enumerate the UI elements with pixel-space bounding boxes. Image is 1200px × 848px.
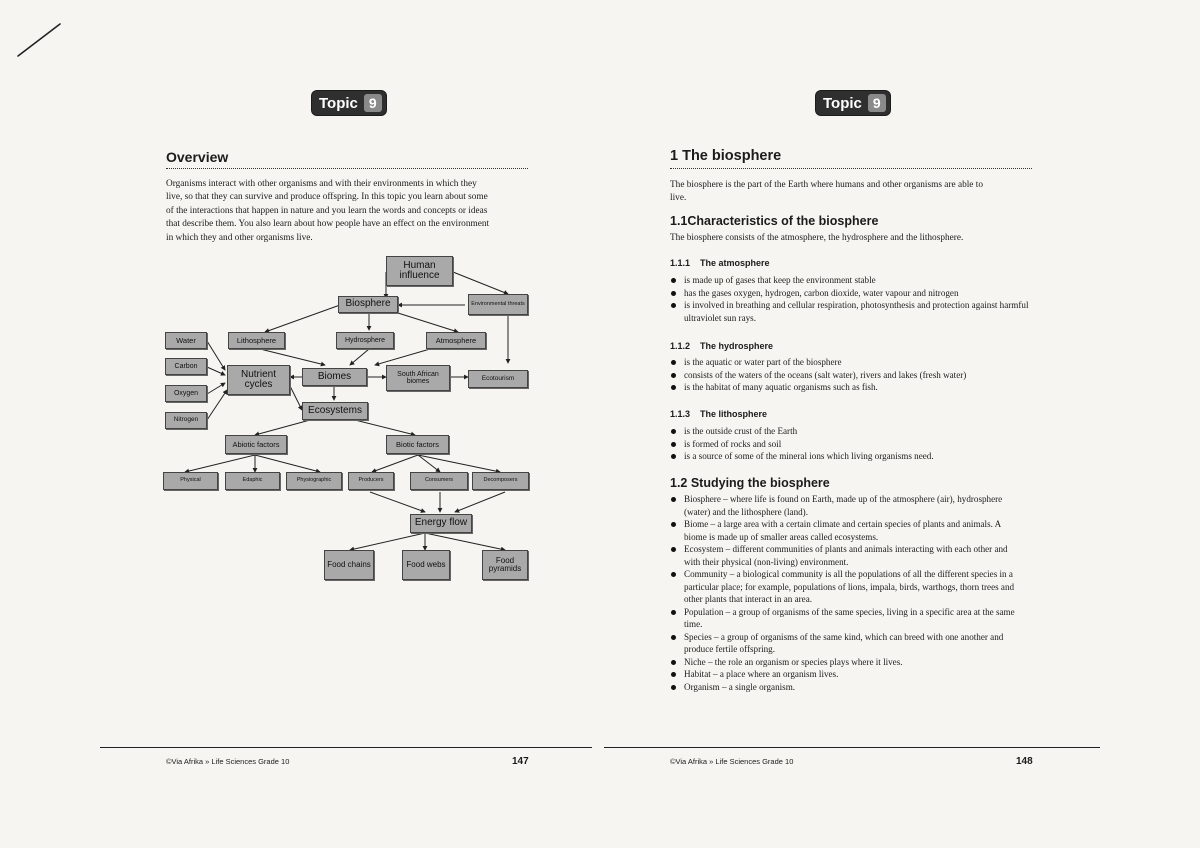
section-title: 1 The biosphere: [670, 148, 782, 164]
list-item: Biome – a large area with a certain climate and certain species of plants and animals. A biome is made up of smaller areas called ecosystems.: [670, 518, 1020, 543]
node-energy-flow: Energy flow: [410, 514, 472, 533]
pen-mark: [14, 18, 74, 58]
list-item: Organism – a single organism.: [670, 681, 1020, 694]
node-hydrosphere: Hydrosphere: [336, 332, 394, 349]
list-atmosphere: [670, 274, 1030, 324]
footer-rule: [604, 747, 1100, 748]
section-rule: [670, 168, 1032, 169]
overview-rule: [166, 168, 528, 169]
right-page: [600, 0, 1200, 848]
intro-line: live.: [670, 193, 687, 204]
heading-1-1-1: [670, 258, 770, 268]
node-biomes: Biomes: [302, 368, 367, 386]
overview-line: Organisms interact with other organisms and with their environments in which they: [166, 179, 477, 189]
heading-number: 1.1.2: [670, 341, 691, 351]
list-item: Biosphere – where life is found on Earth, made up of the atmosphere (air), hydrosphere (water) and the lithosphere (land).: [670, 493, 1020, 518]
node-environmental-threats: Environmental threats: [468, 294, 528, 315]
topic-badge: [816, 91, 890, 115]
topic-number: 9: [364, 94, 382, 112]
footer-copyright: ©Via Afrika » Life Sciences Grade 10: [166, 757, 290, 766]
list-item: is formed of rocks and soil: [670, 438, 1030, 451]
list-item: consists of the waters of the oceans (salt water), rivers and lakes (fresh water): [670, 369, 1030, 382]
list-hydrosphere: [670, 356, 1030, 394]
list-item: is a source of some of the mineral ions which living organisms need.: [670, 450, 1030, 463]
list-item: Habitat – a place where an organism lives.: [670, 668, 1020, 681]
overview-line: live, so that they can survive and produce offspring. In this topic you learn about some: [166, 192, 488, 203]
overview-line: of the interactions that happen in nature and you learn the words and concepts or ideas: [166, 205, 488, 216]
heading-1-1: 1.1Characteristics of the biosphere: [670, 214, 879, 228]
node-consumers: Consumers: [410, 472, 468, 490]
node-abiotic-factors: Abiotic factors: [225, 435, 287, 454]
footer-rule: [100, 747, 592, 748]
node-physiographic: Physiographic: [286, 472, 342, 490]
footer-copyright: ©Via Afrika » Life Sciences Grade 10: [670, 757, 794, 766]
list-item: Community – a biological community is all the populations of all the different species in a particular place; for example, populations of lions, impala, birds, warthogs, thorn trees and other plants that interact in an area.: [670, 568, 1020, 606]
node-biosphere: Biosphere: [338, 296, 398, 313]
overview-paragraph: [166, 178, 489, 245]
heading-text: The hydrosphere: [700, 341, 774, 351]
node-producers: Producers: [348, 472, 394, 490]
node-south-african-biomes: South African biomes: [386, 365, 450, 391]
node-lithosphere: Lithosphere: [228, 332, 285, 349]
list-item: has the gases oxygen, hydrogen, carbon dioxide, water vapour and nitrogen: [670, 287, 1030, 300]
heading-number: 1.1.3: [670, 409, 691, 419]
list-lithosphere: [670, 425, 1030, 463]
overview-title: Overview: [166, 149, 229, 165]
node-nutrient-cycles: Nutrient cycles: [227, 365, 290, 395]
heading-number: 1.1.1: [670, 258, 691, 268]
section-intro: [670, 179, 983, 206]
node-ecotourism: Ecotourism: [468, 370, 528, 388]
list-studying-biosphere: [670, 493, 1020, 693]
heading-1-1-3: [670, 409, 767, 419]
node-biotic-factors: Biotic factors: [386, 435, 449, 454]
overview-line: that describe them. You also learn about how people have an effect on the environment: [166, 219, 490, 230]
node-edaphic: Edaphic: [225, 472, 280, 490]
topic-label: Topic: [319, 94, 358, 112]
topic-number: 9: [868, 94, 886, 112]
node-atmosphere: Atmosphere: [426, 332, 486, 349]
node-ecosystems: Ecosystems: [302, 402, 368, 420]
heading-1-1-2: [670, 341, 773, 351]
heading-text: The lithosphere: [700, 409, 768, 419]
list-item: is involved in breathing and cellular respiration, photosynthesis and protection against harmful ultraviolet sun rays.: [670, 299, 1030, 324]
intro-line: The biosphere is the part of the Earth where humans and other organisms are able to: [670, 180, 983, 190]
page-number: 148: [1016, 756, 1033, 767]
node-carbon: Carbon: [165, 358, 207, 375]
page-number: 147: [512, 756, 529, 767]
list-item: is made up of gases that keep the environment stable: [670, 274, 1030, 287]
node-human-influence: Human influence: [386, 256, 453, 286]
node-decomposers: Decomposers: [472, 472, 529, 490]
heading-1-2: 1.2 Studying the biosphere: [670, 476, 830, 490]
node-food-webs: Food webs: [402, 550, 450, 580]
text-1-1: The biosphere consists of the atmosphere, the hydrosphere and the lithosphere.: [670, 233, 964, 243]
node-food-pyramids: Food pyramids: [482, 550, 528, 580]
overview-line: in which they and other organisms live.: [166, 232, 313, 243]
node-water: Water: [165, 332, 207, 349]
list-item: Ecosystem – different communities of plants and animals interacting with each other and with their physical (non-living) environment.: [670, 543, 1020, 568]
list-item: Niche – the role an organism or species plays where it lives.: [670, 656, 1020, 669]
list-item: Population – a group of organisms of the same species, living in a specific area at the same time.: [670, 606, 1020, 631]
node-food-chains: Food chains: [324, 550, 374, 580]
node-oxygen: Oxygen: [165, 385, 207, 402]
list-item: is the habitat of many aquatic organisms such as fish.: [670, 381, 1030, 394]
node-nitrogen: Nitrogen: [165, 412, 207, 429]
topic-badge: [312, 91, 386, 115]
list-item: is the aquatic or water part of the biosphere: [670, 356, 1030, 369]
node-physical: Physical: [163, 472, 218, 490]
concept-map: [160, 250, 540, 590]
list-item: Species – a group of organisms of the same kind, which can breed with one another and produce fertile offspring.: [670, 631, 1020, 656]
heading-text: The atmosphere: [700, 258, 770, 268]
list-item: is the outside crust of the Earth: [670, 425, 1030, 438]
topic-label: Topic: [823, 94, 862, 112]
